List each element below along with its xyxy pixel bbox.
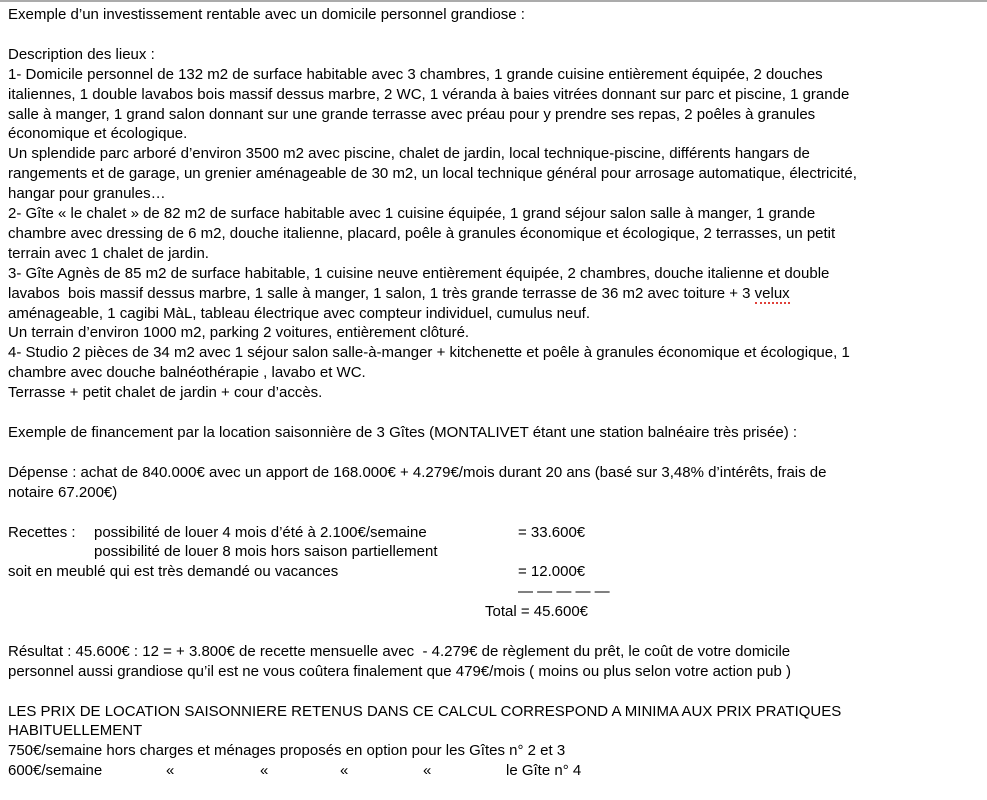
dashes-separator: — — — — — <box>518 583 610 601</box>
text-line: aménageable, 1 cagibi MàL, tableau électrique avec compteur individuel, cumulus neuf. <box>8 304 591 322</box>
price-line-750: 750€/semaine hors charges et ménages proposés en option pour les Gîtes n° 2 et 3 <box>8 742 566 760</box>
text-line: économique et écologique. <box>8 125 188 143</box>
misspelled-word-velux[interactable]: velux <box>754 284 790 302</box>
resultat-line: Résultat : 45.600€ : 12 = + 3.800€ de recette mensuelle avec - 4.279€ de règlement du prêt, le coût de votre domicile <box>8 642 791 660</box>
recettes-amount: = 12.000€ <box>518 563 586 581</box>
section-heading-description: Description des lieux : <box>8 45 155 63</box>
prices-note-line: LES PRIX DE LOCATION SAISONNIERE RETENUS DANS CE CALCUL CORRESPOND A MINIMA AUX PRIX PRATIQUES <box>8 702 842 720</box>
text-line: Un terrain d’environ 1000 m2, parking 2 voitures, entièrement clôturé. <box>8 324 470 342</box>
text-line: salle à manger, 1 grand salon donnant sur une grande terrasse avec préau pour y prendre ses repas, 2 poêles à granules <box>8 105 816 123</box>
recettes-text: possibilité de louer 4 mois d’été à 2.100€/semaine <box>94 523 427 541</box>
financing-heading-line: Exemple de financement par la location saisonnière de 3 Gîtes (MONTALIVET étant une station balnéaire très prisée) : <box>8 424 798 441</box>
recettes-line <box>8 562 979 582</box>
depense-line: Dépense : achat de 840.000€ avec un apport de 168.000€ + 4.279€/mois durant 20 ans (basé sur 3,48% d’intérêts, frais de <box>8 463 827 481</box>
recettes-line <box>8 542 979 562</box>
text-line: 2- Gîte « le chalet » de 82 m2 de surface habitable avec 1 cuisine équipée, 1 grand séjour salon salle à manger, 1 grande <box>8 205 816 223</box>
blank-line <box>8 682 979 702</box>
text-line: 1- Domicile personnel de 132 m2 de surface habitable avec 3 chambres, 1 grande cuisine entièrement équipée, 2 douches <box>8 65 823 83</box>
recettes-header-line <box>8 523 979 543</box>
blank-line <box>8 622 979 642</box>
recettes-amount: = 33.600€ <box>518 523 586 541</box>
title-line: Exemple d’un investissement rentable avec un domicile personnel grandiose : <box>8 6 525 23</box>
price-line-600 <box>8 761 979 781</box>
ditto-mark: « <box>340 762 349 780</box>
blank-line <box>8 443 979 463</box>
blank-line <box>8 25 979 45</box>
sum-separator-line <box>8 582 979 602</box>
text-line: terrain avec 1 chalet de jardin. <box>8 244 209 262</box>
ditto-mark: « <box>166 762 175 780</box>
text-line: hangar pour granules… <box>8 185 166 203</box>
ditto-mark: « <box>423 762 432 780</box>
ditto-mark: « <box>260 762 269 780</box>
depense-line: notaire 67.200€) <box>8 483 118 501</box>
text-line: chambre avec douche balnéothérapie , lavabo et WC. <box>8 364 366 382</box>
text-line: chambre avec dressing de 6 m2, douche italienne, placard, poêle à granules économique et écologique, 2 terrasses, un petit <box>8 224 836 242</box>
text-line: 3- Gîte Agnès de 85 m2 de surface habitable, 1 cuisine neuve entièrement équipée, 2 chambres, douche italienne et double <box>8 264 830 282</box>
price-text: 600€/semaine <box>8 762 103 780</box>
blank-line <box>8 503 979 523</box>
text-line: Terrasse + petit chalet de jardin + cour d’accès. <box>8 384 323 402</box>
recettes-label: Recettes : <box>8 523 76 541</box>
total-line <box>8 602 979 622</box>
price-target-text: le Gîte n° 4 <box>506 762 582 780</box>
text-line: Un splendide parc arboré d’environ 3500 m2 avec piscine, chalet de jardin, local technique-piscine, différents hangars de <box>8 145 810 163</box>
recettes-text: soit en meublé qui est très demandé ou vacances <box>8 563 339 581</box>
recettes-text: possibilité de louer 8 mois hors saison partiellement <box>94 543 438 561</box>
line-text: lavabos bois massif dessus marbre, 1 salle à manger, 1 salon, 1 très grande terrasse de 36 m2 avec toiture + 3 <box>8 284 755 302</box>
prices-note-line: HABITUELLEMENT <box>8 722 143 740</box>
total-value: Total = 45.600€ <box>485 603 589 621</box>
text-line: italiennes, 1 double lavabos bois massif dessus marbre, 2 WC, 1 véranda à baies vitrées donnant sur parc et piscine, 1 grande <box>8 85 850 103</box>
text-line-with-misspelling <box>8 284 979 304</box>
text-line: 4- Studio 2 pièces de 34 m2 avec 1 séjour salon salle-à-manger + kitchenette et poêle à granules économique et écologique, 1 <box>8 344 850 362</box>
resultat-line: personnel aussi grandiose qu’il est ne vous coûtera finalement que 479€/mois ( moins ou plus selon votre action pub ) <box>8 662 791 680</box>
text-line: rangements et de garage, un grenier aménageable de 30 m2, un local technique général pour arrosage automatique, électricité, <box>8 165 857 183</box>
blank-line <box>8 403 979 423</box>
